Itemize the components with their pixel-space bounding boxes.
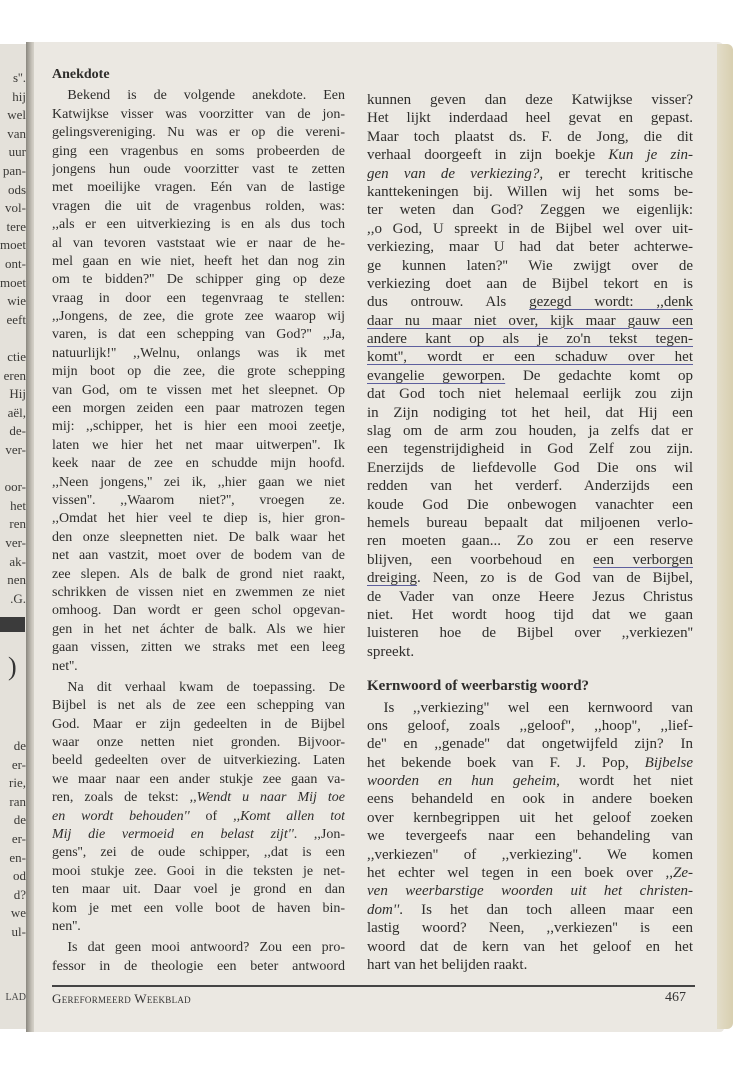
- paragraph: [52, 939, 345, 976]
- pen-underlined-text: dreiging: [367, 570, 417, 587]
- fragment-text: moet: [0, 274, 26, 290]
- text-segment: een morgen zeiden een paar matrozen tegen: [52, 401, 345, 417]
- text-line: [367, 293, 693, 311]
- text-line: [52, 918, 345, 936]
- text-segment: er terecht kritische: [543, 165, 693, 182]
- fragment-text: ctie: [7, 349, 26, 364]
- text-line: [52, 584, 345, 602]
- text-line: [367, 385, 693, 403]
- text-segment: verhaal doorgeeft in zijn boekje: [367, 147, 609, 164]
- text-segment: Na dit verhaal kwam de toepassing. De: [67, 679, 345, 695]
- text-segment: met moeilijke vragen. Eén van de lastige: [52, 180, 345, 196]
- text-line: [52, 566, 345, 584]
- text-segment: blijven, een voorbehoud en: [367, 551, 594, 568]
- text-segment: net aan vastzit, moet over de bodem van de: [52, 548, 345, 564]
- text-line: [52, 474, 345, 492]
- text-segment: al van tevoren vaststaat wie er naar de he-: [52, 235, 345, 251]
- text-segment: Maar toch plaatst ds. F. de Jong, die dit: [367, 128, 693, 145]
- text-segment: ,,Omdat het hier veel te diep is, hier gron-: [52, 511, 345, 527]
- fragment-text: ak-: [9, 553, 26, 569]
- fragment-text: wel: [7, 107, 26, 123]
- fragment-text: oor-: [4, 479, 26, 495]
- text-line: [367, 128, 693, 146]
- italic-text: ven weerbarstige woorden uit het christen-: [367, 883, 693, 900]
- text-segment: den onze sleepnetten niet. De balk waar het: [52, 529, 345, 545]
- text-line: [52, 87, 345, 105]
- paragraph: [367, 91, 693, 661]
- text-line: [52, 161, 345, 179]
- text-line: [367, 588, 693, 606]
- fragment-text: de-: [9, 423, 26, 439]
- text-segment: verkiezing doet aan de Bijbel tekort en is: [367, 275, 693, 292]
- text-line: [52, 492, 345, 510]
- text-line: [52, 958, 345, 976]
- text-segment: . Neen, zo is de God van de Bijbel,: [417, 570, 693, 587]
- italic-text: Kun je zin-: [608, 147, 693, 164]
- italic-text: woorden en hun geheim,: [367, 773, 560, 790]
- text-line: [367, 551, 693, 569]
- text-segment: Enerzijds de liefdevolle God Die ons wil: [367, 459, 693, 476]
- text-segment: ten maar uit. Daar voel je grond en dan: [52, 882, 345, 898]
- text-line: [367, 477, 693, 495]
- fragment-text: od: [13, 868, 26, 884]
- text-line: [52, 308, 345, 326]
- fragment-text: eren: [3, 367, 26, 383]
- text-segment: omhoog. Dan wordt er geen schol opgevan-: [52, 603, 345, 619]
- text-segment: het echter wel tegen in een boek over: [367, 865, 666, 882]
- text-line: [52, 789, 345, 807]
- fragment-text: er-: [11, 756, 26, 772]
- text-segment: Het lijkt inderdaad heel gevat en gepast.: [367, 110, 693, 127]
- fragment-text: uur: [8, 144, 26, 160]
- text-segment: over kernbegrippen uit het geloof zoeken: [367, 809, 693, 826]
- fragment-text: .G.: [10, 590, 26, 606]
- text-segment: natuurlijk!'' ,,Welnu, onlangs was ik met: [52, 345, 345, 361]
- text-segment: Bijbel is net als de zee een schepping van: [52, 698, 345, 714]
- text-segment: ren moeten gaan... Zo zou er een reserve: [367, 533, 693, 550]
- text-line: [367, 238, 693, 256]
- pen-underlined-text: andere kant op als je zo'n tekst tegen-: [367, 331, 693, 348]
- text-segment: keek naar de zee en schudde mijn hoofd.: [52, 456, 345, 472]
- text-line: [367, 624, 693, 642]
- pen-underlined-text: daar nu maar niet over, kijk maar gauw een: [367, 312, 693, 329]
- text-segment: ging een vragenbus en soms probeerden de: [52, 143, 345, 159]
- text-line: [367, 367, 693, 385]
- italic-text: ,,Wendt u naar Mij toe: [189, 790, 345, 806]
- text-segment: mijn boot op die zee, die grote schepping: [52, 364, 345, 380]
- text-line: [52, 253, 345, 271]
- text-line: [367, 606, 693, 624]
- text-line: [367, 735, 693, 753]
- text-line: [367, 146, 693, 164]
- fragment-text: de: [13, 812, 26, 828]
- text-segment: nen''.: [52, 918, 81, 934]
- text-line: [52, 602, 345, 620]
- text-segment: ons geloof, zoals ,,geloof'', ,,hoop'', ,,lief-: [367, 717, 693, 734]
- text-segment: . Is het dan toch alleen maar een: [399, 901, 693, 918]
- text-segment: beeld gedeelten over de uitverkiezing. Laten: [52, 753, 345, 769]
- fragment-text: rie,: [9, 775, 26, 791]
- text-line: [367, 514, 693, 532]
- text-line: [52, 697, 345, 715]
- text-segment: kunnen geven dan deze Katwijkse visser?: [367, 92, 693, 108]
- text-line: [52, 808, 345, 826]
- text-line: [52, 844, 345, 862]
- text-line: [52, 939, 345, 957]
- text-line: [52, 345, 345, 363]
- fragment-text: ul-: [11, 924, 26, 939]
- text-line: [52, 143, 345, 161]
- text-segment: eens behandeld en ook in andere boeken: [367, 791, 693, 808]
- text-segment: lastig woord? Neen, ,,verkiezen'' is een: [367, 920, 693, 937]
- text-segment: dat God toch niet helemaal eerlijk zou zijn: [367, 386, 693, 403]
- text-segment: net''.: [52, 658, 78, 674]
- publication-title: Gereformeerd Weekblad: [52, 991, 191, 1006]
- text-segment: ge kunnen laten?'' Wie zwijgt over de: [367, 257, 693, 274]
- text-line: [367, 772, 693, 790]
- text-line: [52, 900, 345, 918]
- text-segment: mooi stukje zee. Gooi in die teksten je net-: [52, 863, 345, 879]
- parenthesis-fragment: ): [8, 652, 17, 681]
- fragment-text: ver-: [5, 535, 26, 550]
- text-line: [52, 290, 345, 308]
- fragment-text: we: [10, 905, 26, 921]
- text-segment: gelingsvereniging. Nu was er op die vereni-: [52, 125, 345, 141]
- fragment-text: hij: [12, 88, 26, 104]
- italic-text: Bijbelse: [644, 754, 693, 771]
- text-line: [52, 639, 345, 657]
- text-segment: dus ontrouw. Als: [367, 294, 530, 311]
- text-segment: het bekende boek van F. J. Pop,: [367, 754, 645, 771]
- text-segment: hart van het belijden raakt.: [367, 956, 528, 973]
- text-line: [367, 404, 693, 422]
- text-line: [367, 109, 693, 127]
- text-segment: slag om de arm zou houden, ja zelfs dat er: [367, 423, 693, 440]
- text-segment: kom je met een volle boot de haven bin-: [52, 900, 345, 916]
- text-segment: ,,als er een uitverkiezing is en als dus toch: [52, 217, 345, 233]
- text-line: [367, 882, 693, 900]
- text-segment: Bekend is de volgende anekdote. Een: [67, 88, 345, 104]
- text-line: [52, 771, 345, 789]
- pen-underlined-text: komt'', wordt er een schaduw over het: [367, 349, 693, 366]
- text-line: [367, 790, 693, 808]
- text-segment: Katwijkse visser was voorzitter van de jon-: [52, 106, 345, 122]
- section-heading: Anekdote: [52, 67, 110, 82]
- fragment-text: aël,: [7, 404, 26, 420]
- text-segment: kanttekeningen bij. Willen wij het soms be-: [367, 183, 693, 200]
- paragraph: [367, 699, 693, 975]
- text-line: [367, 496, 693, 514]
- text-line: [367, 330, 693, 348]
- text-line: [52, 881, 345, 899]
- text-line: [367, 569, 693, 587]
- text-segment: Is dat geen mooi antwoord? Zou een pro-: [67, 940, 345, 956]
- fragment-text: de: [13, 738, 26, 753]
- fragment-text: ont-: [5, 256, 26, 271]
- pen-underlined-text: een verborgen: [593, 551, 693, 568]
- text-line: [52, 400, 345, 418]
- fragment-text: Hij: [9, 386, 26, 402]
- text-segment: gen in het net áchter de balk. Als we hier: [52, 621, 345, 637]
- text-segment: De gedachte komt op: [505, 367, 693, 384]
- text-segment: we maar naar een ander stukje zee gaan va-: [52, 771, 345, 787]
- text-line: [367, 422, 693, 440]
- text-segment: in Zijn nodiging tot het heil, dat Hij een: [367, 404, 693, 421]
- text-line: [52, 455, 345, 473]
- text-segment: Is ,,verkiezing'' wel een kernwoord van: [383, 699, 693, 716]
- left-column: [52, 66, 345, 976]
- text-segment: ter weten dan God? Zeggen we eigenlijk:: [367, 202, 693, 219]
- text-segment: waar onze netten niet gronden. Bijvoor-: [52, 735, 345, 751]
- text-line: [367, 827, 693, 845]
- text-segment: ren, zoals de tekst:: [52, 790, 190, 806]
- text-segment: mij: ,,schipper, het is hier een mooi zeetje,: [52, 419, 345, 435]
- text-segment: gaan vissen, zitten we straks met een leeg: [52, 640, 345, 656]
- text-line: [367, 956, 693, 974]
- paragraph: [52, 87, 345, 676]
- text-segment: niet. Het wordt hoog tijd dat we gaan: [367, 606, 693, 623]
- text-line: [367, 220, 693, 238]
- text-segment: vissen''. ,,Waarom niet?'', vroegen ze.: [52, 492, 345, 508]
- text-segment: de'' en ,,genade'' dat ongetwijfeld zijn? In: [367, 736, 693, 753]
- text-segment: jongens hun oude voorzitter vast te zetten: [52, 161, 345, 177]
- text-line: [367, 183, 693, 201]
- text-segment: woord dat de kern van het geloof en het: [367, 938, 693, 955]
- fragment-text: pan-: [2, 163, 26, 178]
- text-line: [367, 846, 693, 864]
- text-line: [52, 437, 345, 455]
- fragment-text: het: [10, 497, 26, 513]
- page-number: 467: [665, 990, 686, 1005]
- text-line: [52, 734, 345, 752]
- text-line: [367, 699, 693, 717]
- text-segment: van God, om te vissen met het sleepnet. Op: [52, 382, 345, 398]
- previous-page-fragments: [0, 0, 26, 1068]
- text-line: [52, 529, 345, 547]
- text-line: [367, 348, 693, 366]
- footer-rule: [52, 985, 695, 987]
- text-line: [52, 826, 345, 844]
- text-line: [52, 326, 345, 344]
- text-line: [52, 106, 345, 124]
- text-line: [367, 459, 693, 477]
- text-segment: wordt het niet: [559, 773, 693, 790]
- text-segment: vragen die uit de vragenbus rolden, was:: [52, 198, 345, 214]
- text-segment: de Vader van onze Heere Jezus Christus: [367, 588, 693, 605]
- text-line: [52, 716, 345, 734]
- text-line: [52, 658, 345, 676]
- text-segment: luisteren hoe de Bijbel over ,,verkiezen'': [367, 625, 693, 642]
- italic-text: en wordt behouden'': [52, 808, 190, 824]
- pen-underlined-text: gezegd wordt: ,,denk: [529, 294, 693, 311]
- fragment-text: ods: [7, 181, 26, 197]
- fragment-text: van: [7, 125, 26, 141]
- text-line: [52, 124, 345, 142]
- pen-underlined-text: evangelie geworpen.: [367, 367, 506, 384]
- italic-text: ,,Komt allen tot: [233, 808, 345, 824]
- text-line: [367, 864, 693, 882]
- text-line: [367, 717, 693, 735]
- fragment-text: ren: [9, 516, 26, 532]
- fragment-text: eeft: [6, 311, 26, 327]
- text-segment: ,,verkiezen'' of ,,verkiezing''. We komen: [367, 846, 693, 863]
- text-line: [52, 271, 345, 289]
- text-line: [52, 235, 345, 253]
- text-line: [367, 440, 693, 458]
- text-segment: schrikken de vissen niet en zwemmen ze niet: [52, 584, 345, 600]
- text-line: [52, 621, 345, 639]
- text-segment: om te bidden?'' De schipper ging op deze: [52, 272, 345, 288]
- fragment-text: er-: [11, 831, 26, 846]
- text-segment: vraag in door een tegenvraag te stellen:: [52, 290, 345, 306]
- fragment-text: vol-: [5, 200, 26, 216]
- italic-text: ,,Ze-: [665, 865, 693, 882]
- text-segment: verkiezing, maar U had dat beter achterwe-: [367, 239, 693, 256]
- text-line: [367, 938, 693, 956]
- text-segment: koude God Die onbewogen vanachter een: [367, 496, 693, 513]
- text-line: [52, 418, 345, 436]
- text-line: [52, 179, 345, 197]
- text-line: [52, 382, 345, 400]
- text-line: [367, 91, 693, 109]
- text-segment: we tevergeefs naar een behandeling van: [367, 828, 693, 845]
- text-line: [367, 257, 693, 275]
- text-segment: . ,,Jon-: [293, 827, 345, 843]
- fragment-text: en-: [9, 849, 26, 865]
- section-heading: Kernwoord of weerbarstig woord?: [367, 678, 590, 695]
- text-segment: zee slepen. Als de balk de grond niet raakt,: [52, 566, 345, 582]
- text-segment: redden van het verderf. Anderzijds een: [367, 478, 693, 495]
- text-line: [367, 532, 693, 550]
- text-line: [52, 198, 345, 216]
- text-segment: mel gaan en wie niet, heeft het dan nog zin: [52, 253, 345, 269]
- paragraph: [52, 679, 345, 936]
- text-line: [52, 679, 345, 697]
- fragment-text: d?: [13, 886, 26, 902]
- text-line: [52, 363, 345, 381]
- text-segment: of: [189, 808, 234, 824]
- text-line: [52, 216, 345, 234]
- text-segment: fessor in de theologie een beter antwoord: [52, 958, 345, 974]
- italic-text: Mij die vermoeid en belast zijt'': [52, 827, 294, 843]
- italic-text: dom'': [367, 901, 400, 918]
- text-line: [367, 809, 693, 827]
- text-segment: ,,o God, U spreekt in de Bijbel wel over uit-: [367, 220, 693, 237]
- text-line: [367, 165, 693, 183]
- fragment-text: wie: [7, 293, 26, 309]
- text-segment: varen, is dat een schepping van God?'' ,,Ja,: [52, 327, 345, 343]
- text-segment: spreekt.: [367, 643, 415, 660]
- fragment-text: nen: [7, 572, 26, 588]
- italic-text: gen van de verkiezing?,: [367, 165, 544, 182]
- text-line: [367, 275, 693, 293]
- black-bar: [0, 617, 25, 632]
- text-line: [367, 312, 693, 330]
- text-segment: gens'', zei de oude schipper, ,,dat is een: [52, 845, 345, 861]
- text-segment: God. Maar er zijn gedeelten in de Bijbel: [52, 716, 345, 732]
- right-column: [367, 91, 693, 974]
- text-line: [52, 863, 345, 881]
- text-line: [52, 510, 345, 528]
- previous-page-footer: LAD: [5, 992, 26, 1003]
- text-line: [367, 754, 693, 772]
- text-line: [52, 752, 345, 770]
- fragment-text: s''.: [13, 70, 26, 85]
- fragment-text: ver-: [5, 442, 26, 457]
- fragment-text: ran: [9, 793, 26, 809]
- text-line: [367, 201, 693, 219]
- text-segment: laten we hier het net maar uitwerpen''. Ik: [52, 437, 345, 453]
- page-edge: [717, 44, 733, 1029]
- text-line: [367, 919, 693, 937]
- text-segment: ,,Neen jongens,'' zei ik, ,,hier gaan we niet: [52, 474, 345, 490]
- text-segment: hemels bureau bepaalt dat miljoenen verlo-: [367, 514, 693, 531]
- text-segment: ,,Jongens, de zee, die grote zee waarop wij: [52, 309, 345, 325]
- fragment-text: tere: [6, 218, 26, 234]
- fragment-text: moet: [0, 237, 26, 253]
- text-line: [52, 547, 345, 565]
- text-line: [367, 901, 693, 919]
- text-line: [367, 643, 693, 661]
- text-segment: een tegenstrijdigheid in God Zelf zou zijn.: [367, 441, 693, 458]
